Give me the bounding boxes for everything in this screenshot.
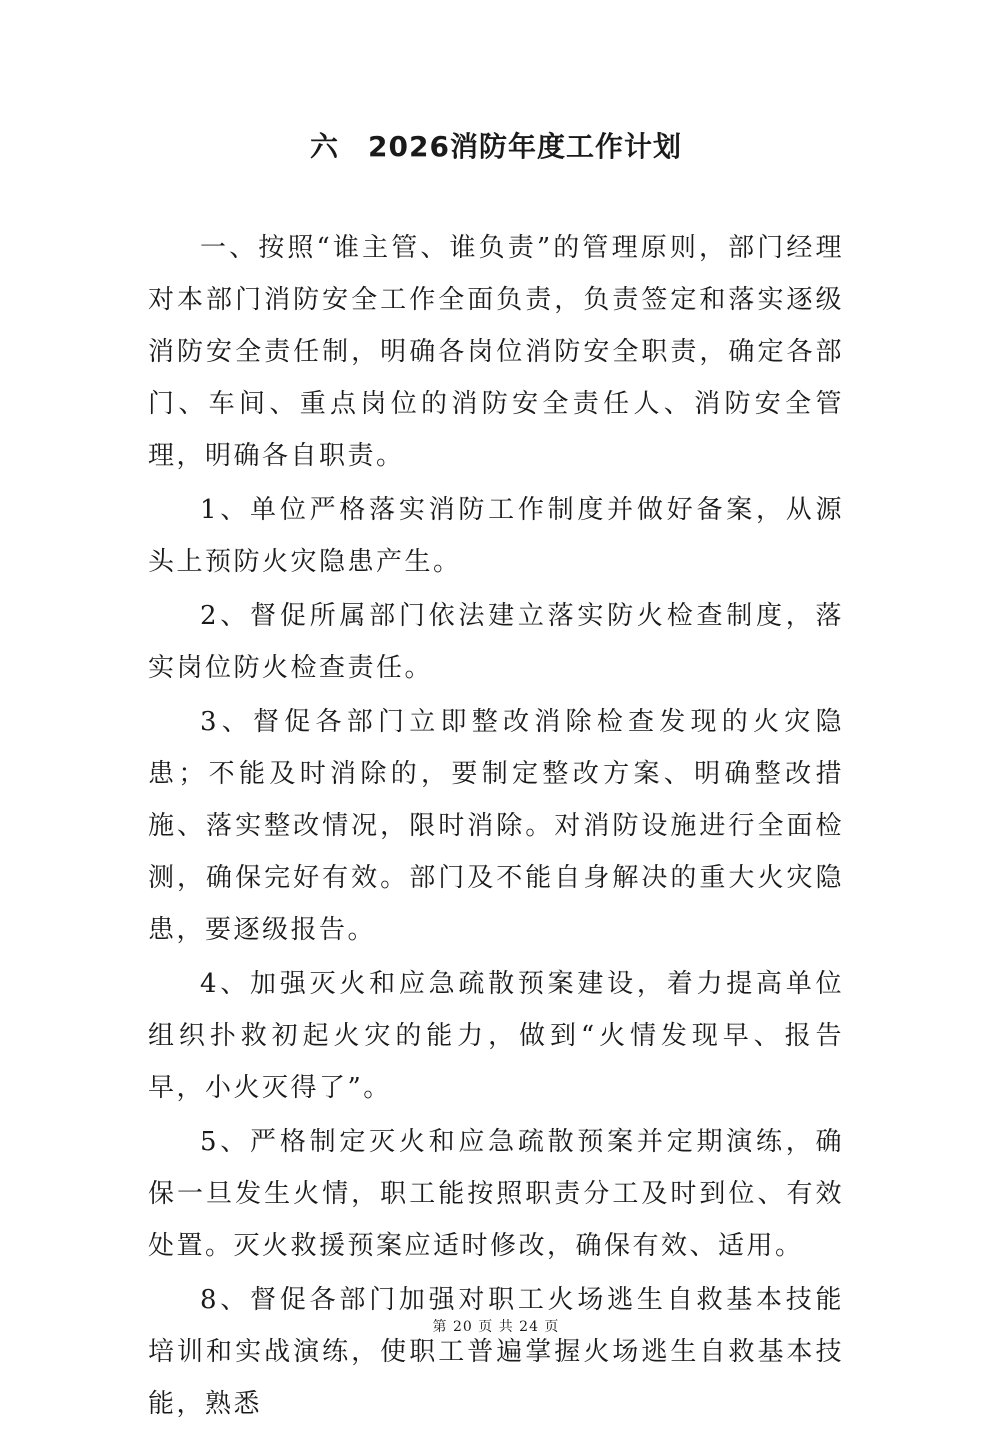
- paragraph-3: 2、督促所属部门依法建立落实防火检查制度，落实岗位防火检查责任。: [148, 601, 844, 683]
- paragraph-7: 8、督促各部门加强对职工火场逃生自救基本技能培训和实战演练，使职工普遍掌握火场逃生自救基本技能，熟悉: [148, 1285, 844, 1419]
- paragraph-1: 一、按照“谁主管、谁负责”的管理原则，部门经理对本部门消防安全工作全面负责，负责签定和落实逐级消防安全责任制，明确各岗位消防安全职责，确定各部门、车间、重点岗位的消防安全责任人、消防安全管理，明确各自职责。: [148, 233, 844, 471]
- document-title: 六 2026消防年度工作计划: [310, 130, 682, 163]
- document-body: [148, 222, 844, 1432]
- page-number-footer: 第 20 页 共 24 页: [432, 1319, 560, 1335]
- paragraph-2: 1、单位严格落实消防工作制度并做好备案，从源头上预防火灾隐患产生。: [148, 495, 844, 577]
- paragraph-5: 4、加强灭火和应急疏散预案建设，着力提高单位组织扑救初起火灾的能力，做到“火情发现早、报告早，小火灭得了”。: [148, 969, 844, 1103]
- paragraph-6: 5、严格制定灭火和应急疏散预案并定期演练，确保一旦发生火情，职工能按照职责分工及时到位、有效处置。灭火救援预案应适时修改，确保有效、适用。: [148, 1127, 844, 1261]
- paragraph-4: 3、督促各部门立即整改消除检查发现的火灾隐患；不能及时消除的，要制定整改方案、明确整改措施、落实整改情况，限时消除。对消防设施进行全面检测，确保完好有效。部门及不能自身解决的重大火灾隐患，要逐级报告。: [148, 707, 844, 945]
